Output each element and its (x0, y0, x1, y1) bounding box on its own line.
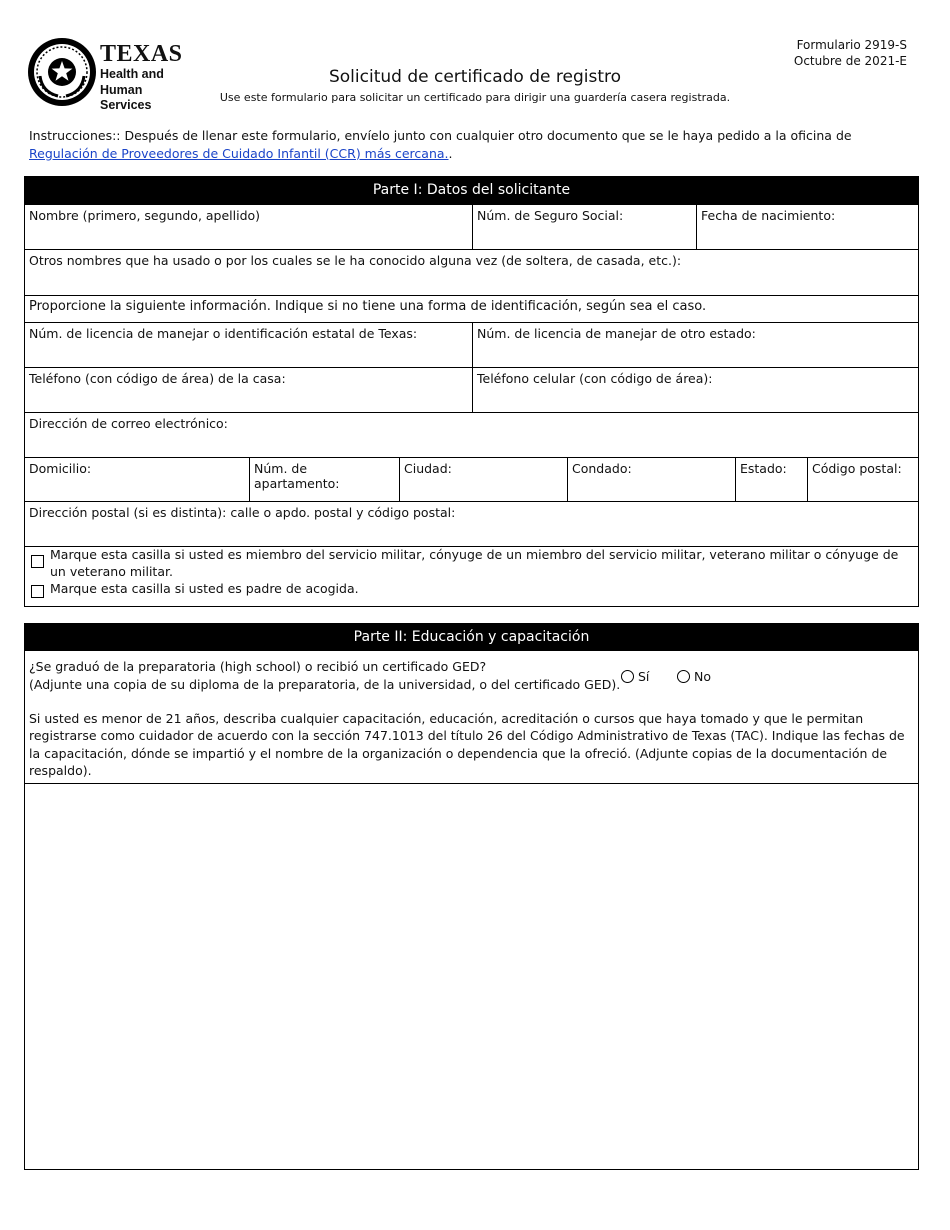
ged-yes-radio[interactable] (621, 670, 634, 683)
address-row (25, 457, 918, 501)
mailing-row (25, 501, 918, 546)
mailing-field[interactable] (25, 502, 918, 546)
dob-field[interactable] (696, 205, 918, 249)
address-label: Domicilio: (29, 461, 92, 476)
other-names-field[interactable] (25, 250, 918, 295)
zip-label: Código postal: (812, 461, 902, 476)
county-label: Condado: (572, 461, 632, 476)
instructions-end: . (448, 145, 453, 161)
form-number: Formulario 2919-S (796, 38, 907, 52)
id-note: Proporcione la siguiente información. Indique si no tiene una forma de identificación, según sea el caso. (29, 299, 707, 314)
other-names-row (25, 249, 918, 295)
ged-question-block (25, 651, 918, 707)
name-label: Nombre (primero, segundo, apellido) (29, 208, 261, 223)
checkbox-rows (25, 546, 918, 606)
form-date: Octubre de 2021-E (793, 53, 907, 68)
name-row (25, 204, 918, 249)
state-label: Estado: (740, 461, 787, 476)
tx-license-label: Núm. de licencia de manejar o identificación estatal de Texas: (29, 326, 418, 341)
under21-instructions: Si usted es menor de 21 años, describa cualquier capacitación, educación, acreditación o cursos que haya tomado y que le permitan registrarse como cuidador de acuerdo con la sección 747.1013 del título 26 del Código Administrativo de Texas (TAC). Indique las fechas de la capacitación, dónde se impartió y el nombre de la organización o dependencia que la ofreció. (Adjunte copias de la documentación de respaldo). (29, 711, 905, 778)
ssn-label: Núm. de Seguro Social: (477, 208, 624, 223)
zip-field[interactable] (807, 458, 918, 501)
ged-yes-label: Sí (638, 669, 650, 684)
instructions-label: Instrucciones:: (29, 128, 121, 143)
dob-label: Fecha de nacimiento: (701, 208, 836, 223)
home-phone-field[interactable] (25, 368, 472, 412)
form-meta (794, 38, 907, 69)
apt-field[interactable] (249, 458, 399, 501)
part2-section (24, 623, 919, 1170)
city-field[interactable] (399, 458, 567, 501)
ged-no-option[interactable] (677, 669, 711, 684)
tx-license-field[interactable] (25, 323, 472, 367)
foster-checkbox-label: Marque esta casilla si usted es padre de acogida. (50, 580, 359, 596)
part1-heading: Parte I: Datos del solicitante (25, 177, 918, 204)
other-names-label: Otros nombres que ha usado o por los cuales se le ha conocido alguna vez (de soltera, de casada, etc.): (29, 253, 682, 268)
state-field[interactable] (735, 458, 807, 501)
military-checkbox[interactable] (31, 555, 44, 568)
address-field[interactable] (25, 458, 249, 501)
instructions-text: Después de llenar este formulario, envíelo junto con cualquier otro documento que se le haya pedido a la oficina de (120, 128, 852, 143)
email-field[interactable] (25, 413, 918, 457)
form-subtitle: Use este formulario para solicitar un certificado para dirigir una guardería casera registrada. (219, 91, 731, 104)
other-license-label: Núm. de licencia de manejar de otro estado: (477, 326, 756, 341)
instructions (29, 127, 909, 162)
logo-hhs-text-1: Health and Human (100, 67, 164, 97)
city-label: Ciudad: (404, 461, 452, 476)
training-description-field[interactable] (25, 783, 918, 1169)
email-label: Dirección de correo electrónico: (29, 416, 228, 431)
other-license-field[interactable] (472, 323, 918, 367)
form-title: Solicitud de certificado de registro (328, 67, 622, 87)
ged-attach-note: (Adjunte una copia de su diploma de la preparatoria, de la universidad, o del certificado GED). (29, 676, 621, 692)
foster-checkbox[interactable] (31, 585, 44, 598)
home-phone-label: Teléfono (con código de área) de la casa: (29, 371, 286, 386)
apt-label: Núm. de apartamento: (254, 461, 340, 491)
foster-checkbox-row (25, 579, 918, 598)
military-checkbox-label: Marque esta casilla si usted es miembro del servicio militar, cónyuge de un miembro del servicio militar, veterano militar o cónyuge de un veterano militar. (50, 547, 899, 579)
logo-texas-text: TEXAS (100, 41, 183, 67)
ssn-field[interactable] (472, 205, 696, 249)
part1-section (24, 176, 919, 607)
part2-heading: Parte II: Educación y capacitación (25, 624, 918, 651)
id-note-row (25, 295, 918, 322)
ged-yes-option[interactable] (621, 669, 649, 684)
ged-no-radio[interactable] (677, 670, 690, 683)
ged-question: ¿Se graduó de la preparatoria (high school) o recibió un certificado GED? (29, 659, 487, 674)
cell-phone-label: Teléfono celular (con código de área): (477, 371, 713, 386)
county-field[interactable] (567, 458, 735, 501)
license-row (25, 322, 918, 367)
mailing-label: Dirección postal (si es distinta): calle o apdo. postal y código postal: (29, 505, 456, 520)
logo-hhs-text-2: Services (100, 98, 152, 113)
cell-phone-field[interactable] (472, 368, 918, 412)
name-field[interactable] (25, 205, 472, 249)
phone-row (25, 367, 918, 412)
email-row (25, 412, 918, 457)
ccr-office-link[interactable]: Regulación de Proveedores de Cuidado Infantil (CCR) más cercana. (29, 145, 449, 161)
military-checkbox-row (25, 547, 918, 581)
ged-no-label: No (694, 669, 711, 684)
